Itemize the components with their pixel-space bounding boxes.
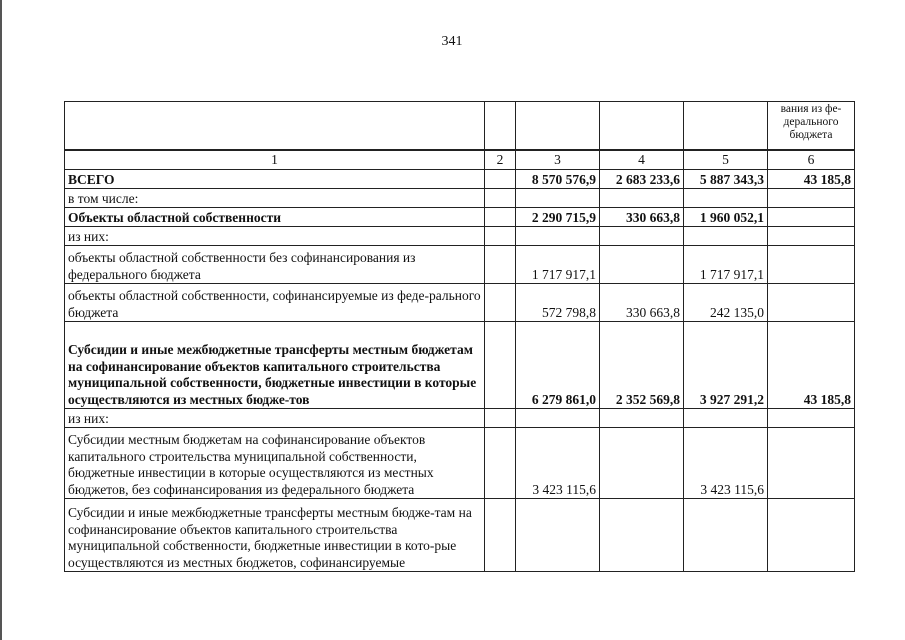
table-row (65, 246, 855, 284)
scan-edge-line (0, 0, 2, 640)
header-cell-col5 (684, 102, 768, 151)
row-code (485, 428, 516, 499)
value-col3: 6 279 861,0 (516, 322, 600, 409)
row-label: Субсидии местным бюджетам на софинансирование объектов капитального строительства муниципальной собственности, бюджетные инвестиции в которые осуществляются из местных бюджетов, без софинансирования из федерального бюджета (65, 428, 485, 499)
value-col4: 330 663,8 (600, 208, 684, 227)
value-col3: 8 570 576,9 (516, 170, 600, 189)
value-col4 (600, 189, 684, 208)
row-label: из них: (65, 227, 485, 246)
value-col6 (768, 409, 855, 428)
value-col6 (768, 428, 855, 499)
row-code (485, 322, 516, 409)
row-code (485, 170, 516, 189)
row-code (485, 409, 516, 428)
value-col4 (600, 428, 684, 499)
value-col5: 3 927 291,2 (684, 322, 768, 409)
value-col5: 242 135,0 (684, 284, 768, 322)
table-row (65, 499, 855, 572)
header-note-federal-budget: вания из фе-дерального бюджета (768, 102, 855, 151)
value-col6 (768, 208, 855, 227)
row-code (485, 227, 516, 246)
value-col5 (684, 499, 768, 572)
column-number: 4 (600, 150, 684, 170)
header-cell-col3 (516, 102, 600, 151)
value-col5: 3 423 115,6 (684, 428, 768, 499)
header-cell-col1 (65, 102, 485, 151)
column-numbers-row (65, 150, 855, 170)
value-col6 (768, 246, 855, 284)
value-col4 (600, 227, 684, 246)
value-col3: 1 717 917,1 (516, 246, 600, 284)
value-col4: 2 352 569,8 (600, 322, 684, 409)
table-row (65, 284, 855, 322)
value-col5: 5 887 343,3 (684, 170, 768, 189)
row-label: Субсидии и иные межбюджетные трансферты местным бюджетам на софинансирование объектов капитального строительства муниципальной собственности, бюджетные инвестиции в которые осуществляются из местных бюдже-тов (65, 322, 485, 409)
row-code (485, 499, 516, 572)
value-col6 (768, 499, 855, 572)
table-row (65, 227, 855, 246)
column-number: 3 (516, 150, 600, 170)
value-col5: 1 960 052,1 (684, 208, 768, 227)
row-label: Субсидии и иные межбюджетные трансферты местным бюдже-там на софинансирование объектов капитального строительства муниципальной собственности, бюджетные инвестиции в кото-рые осуществляются из местных бюджетов, софинансируемые (65, 499, 485, 572)
value-col4: 2 683 233,6 (600, 170, 684, 189)
table-row-regional-objects (65, 208, 855, 227)
value-col3: 572 798,8 (516, 284, 600, 322)
value-col3 (516, 227, 600, 246)
value-col5 (684, 227, 768, 246)
table-row (65, 428, 855, 499)
column-number: 2 (485, 150, 516, 170)
budget-table (64, 101, 855, 572)
value-col5: 1 717 917,1 (684, 246, 768, 284)
column-number: 5 (684, 150, 768, 170)
value-col4 (600, 409, 684, 428)
table-row (65, 189, 855, 208)
value-col3 (516, 499, 600, 572)
value-col6: 43 185,8 (768, 322, 855, 409)
value-col4 (600, 246, 684, 284)
page-number: 341 (441, 34, 463, 49)
column-number: 1 (65, 150, 485, 170)
row-code (485, 246, 516, 284)
row-code (485, 284, 516, 322)
value-col6 (768, 227, 855, 246)
table-row (65, 409, 855, 428)
row-label: объекты областной собственности без софинансирования из федерального бюджета (65, 246, 485, 284)
row-label: ВСЕГО (65, 170, 485, 189)
value-col3 (516, 189, 600, 208)
row-code (485, 208, 516, 227)
value-col3: 3 423 115,6 (516, 428, 600, 499)
value-col4 (600, 499, 684, 572)
table-header-continuation (65, 102, 855, 151)
column-number: 6 (768, 150, 855, 170)
row-label: Объекты областной собственности (65, 208, 485, 227)
row-label: в том числе: (65, 189, 485, 208)
header-cell-col2 (485, 102, 516, 151)
row-code (485, 189, 516, 208)
header-cell-col4 (600, 102, 684, 151)
table-row-subsidies-total (65, 322, 855, 409)
value-col3: 2 290 715,9 (516, 208, 600, 227)
row-label: из них: (65, 409, 485, 428)
row-label: объекты областной собственности, софинансируемые из феде-рального бюджета (65, 284, 485, 322)
value-col6: 43 185,8 (768, 170, 855, 189)
value-col4: 330 663,8 (600, 284, 684, 322)
value-col5 (684, 189, 768, 208)
value-col6 (768, 284, 855, 322)
table-row-total (65, 170, 855, 189)
value-col6 (768, 189, 855, 208)
value-col5 (684, 409, 768, 428)
value-col3 (516, 409, 600, 428)
